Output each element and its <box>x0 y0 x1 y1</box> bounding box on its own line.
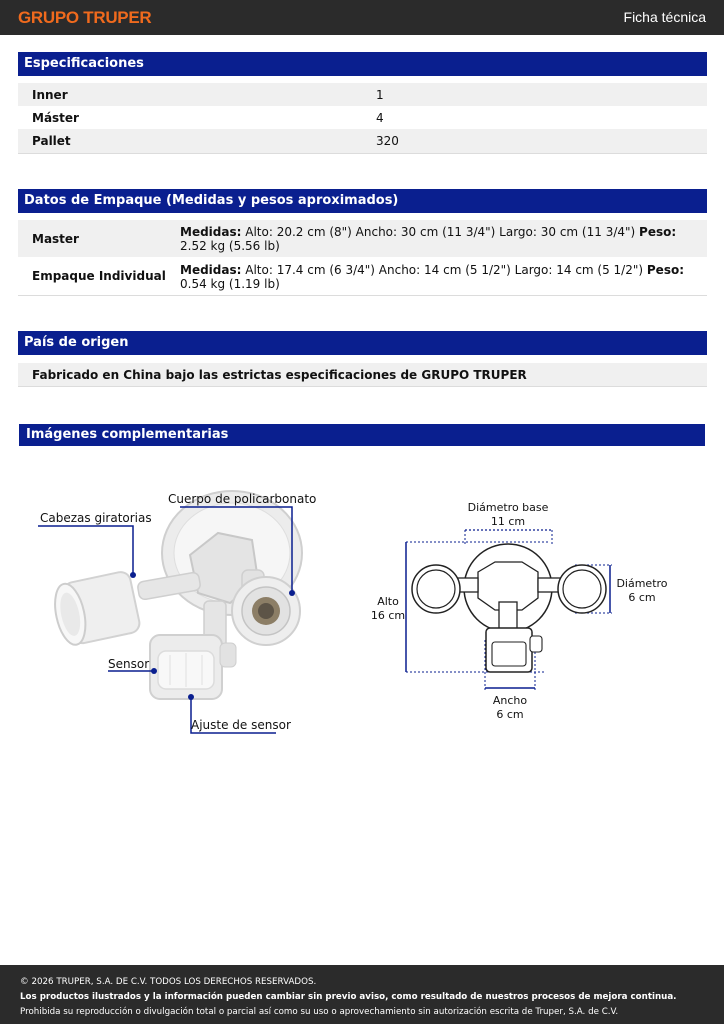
medidas-label: Medidas: <box>180 263 242 277</box>
callout-cabezas: Cabezas giratorias <box>40 511 152 525</box>
sheet-title: Ficha técnica <box>623 9 706 25</box>
peso-label: Peso: <box>639 225 677 239</box>
specs-label: Inner <box>32 88 68 102</box>
packing-row-individual <box>18 257 707 295</box>
specs-row-pallet <box>18 129 707 153</box>
dim-base-label: Diámetro base <box>467 501 549 514</box>
peso-label: Peso: <box>646 263 685 277</box>
footer-notice: Los productos ilustrados y la información pueden cambiar sin previo aviso, como resultado de nuestros procesos de mejora continua. <box>20 992 677 1002</box>
dim-base-value: 11 cm <box>490 515 526 528</box>
dim-base <box>462 501 554 529</box>
dim-ancho-value: 6 cm <box>496 708 524 721</box>
images-heading: Imágenes complementarias <box>19 424 705 446</box>
packing-value <box>180 225 700 253</box>
specs-value: 4 <box>376 111 384 125</box>
dim-diametro-value: 6 cm <box>628 591 656 604</box>
footer-copyright: © 2026 TRUPER, S.A. DE C.V. TODOS LOS DERECHOS RESERVADOS. <box>20 977 317 987</box>
specs-row-master <box>18 106 707 129</box>
dim-alto-label: Alto <box>377 595 399 608</box>
top-bar <box>0 0 724 35</box>
divider <box>18 153 707 154</box>
specs-label: Pallet <box>32 134 71 148</box>
divider <box>18 295 707 296</box>
packing-label: Master <box>32 232 79 246</box>
callout-sensor: Sensor <box>108 657 150 671</box>
specs-row-inner <box>18 83 707 106</box>
brand-logo: GRUPO TRUPER <box>18 8 152 27</box>
dim-diametro-label: Diámetro <box>616 577 668 590</box>
packing-value <box>180 263 700 291</box>
origin-text: Fabricado en China bajo las estrictas especificaciones de GRUPO TRUPER <box>32 368 527 382</box>
origin-heading: País de origen <box>18 331 707 355</box>
peso-text: 0.54 kg (1.19 lb) <box>180 277 280 291</box>
origin-row <box>18 363 707 386</box>
dim-ancho-label: Ancho <box>492 694 528 707</box>
medidas-label: Medidas: <box>180 225 242 239</box>
medidas-text: Alto: 20.2 cm (8") Ancho: 30 cm (11 3/4") Largo: 30 cm (11 3/4") <box>245 225 636 239</box>
packing-label: Empaque Individual <box>32 269 166 283</box>
specs-label: Máster <box>32 111 79 125</box>
specs-heading: Especificaciones <box>18 52 707 76</box>
callout-cuerpo: Cuerpo de policarbonato <box>168 492 317 506</box>
footer <box>0 965 724 1024</box>
specs-value: 1 <box>376 88 384 102</box>
specs-value: 320 <box>376 134 399 148</box>
divider <box>18 386 707 387</box>
peso-text: 2.52 kg (5.56 lb) <box>180 239 280 253</box>
footer-prohibition: Prohibida su reproducción o divulgación total o parcial así como su uso o aprovechamiento sin autorización escrita de Truper, S.A. de C.V. <box>20 1007 619 1017</box>
packing-heading: Datos de Empaque (Medidas y pesos aproximados) <box>18 189 707 213</box>
dim-alto-value: 16 cm <box>370 609 406 622</box>
dim-alto <box>366 595 410 623</box>
medidas-text: Alto: 17.4 cm (6 3/4") Ancho: 14 cm (5 1/2") Largo: 14 cm (5 1/2") <box>245 263 644 277</box>
dim-ancho <box>484 694 536 722</box>
callout-ajuste: Ajuste de sensor <box>191 718 291 732</box>
dim-diametro <box>612 577 672 605</box>
packing-row-master <box>18 220 707 257</box>
